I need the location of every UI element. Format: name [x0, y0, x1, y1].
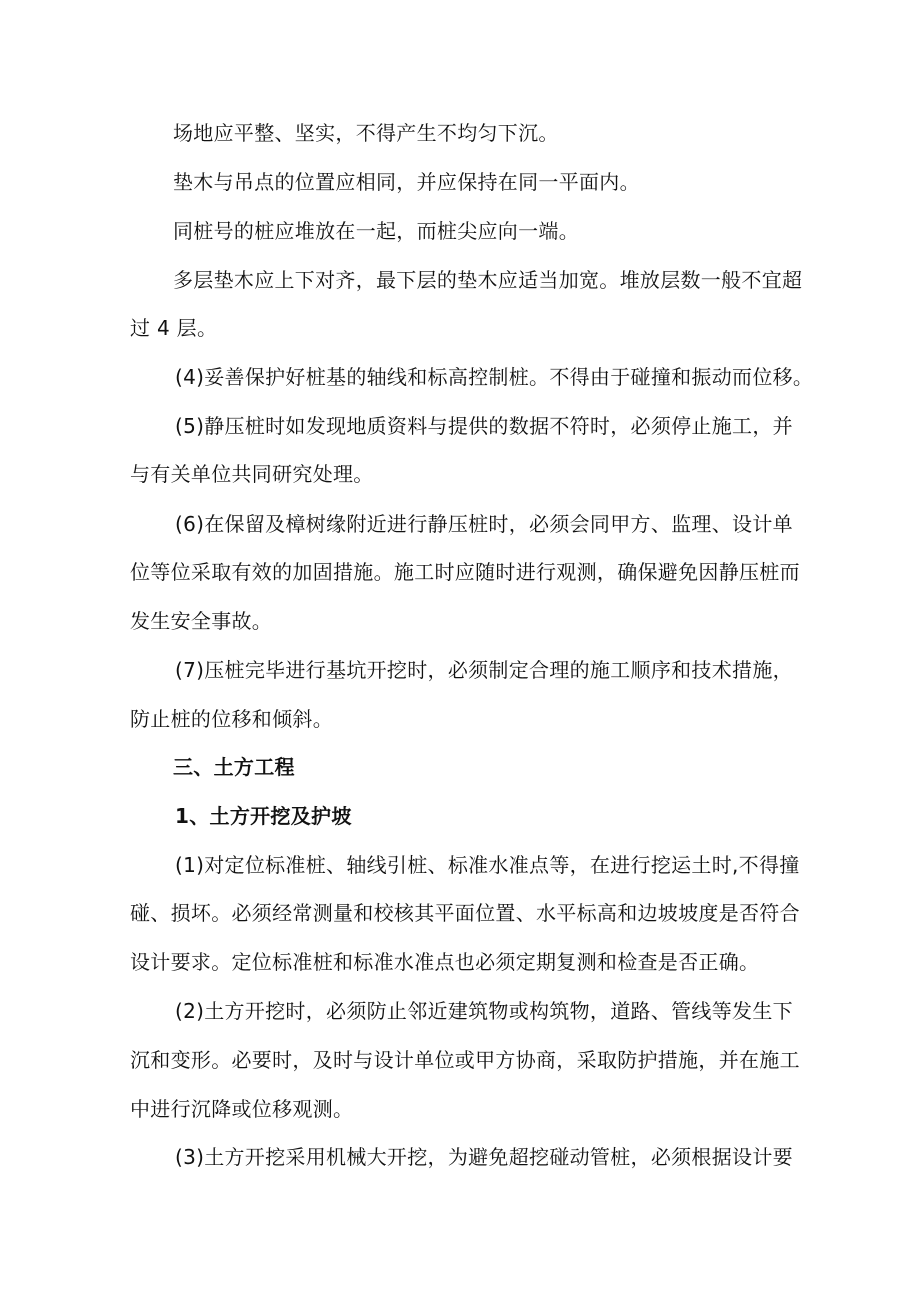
text-line: 过 4 层。	[130, 316, 218, 340]
text-line: 与有关单位共同研究处理。	[130, 462, 374, 486]
text-line: 防止桩的位移和倾斜。	[130, 707, 333, 731]
text-line: 发生安全事故。	[130, 609, 273, 633]
text-line: 同桩号的桩应堆放在一起，而桩尖应向一端。	[173, 219, 579, 243]
section-heading: 三、土方工程	[173, 755, 295, 779]
text-line: 中进行沉降或位移观测。	[130, 1097, 354, 1121]
text-line: 沉和变形。必要时，及时与设计单位或甲方协商，采取防护措施，并在施工	[130, 1048, 800, 1072]
text-line: (4)妥善保护好桩基的轴线和标高控制桩。不得由于碰撞和振动而位移。	[175, 365, 814, 389]
subsection-heading: 1、土方开挖及护坡	[175, 804, 352, 828]
text-line: (2)土方开挖时，必须防止邻近建筑物或构筑物，道路、管线等发生下	[175, 999, 793, 1023]
text-line: 多层垫木应上下对齐，最下层的垫木应适当加宽。堆放层数一般不宜超	[173, 268, 803, 292]
text-line: (7)压桩完毕进行基坑开挖时，必须制定合理的施工顺序和技术措施，	[175, 658, 793, 682]
text-line: 场地应平整、坚实，不得产生不均匀下沉。	[173, 121, 559, 145]
text-line: (5)静压桩时如发现地质资料与提供的数据不符时，必须停止施工，并	[175, 414, 793, 438]
text-line: 位等位采取有效的加固措施。施工时应随时进行观测，确保避免因静压桩而	[130, 560, 800, 584]
text-line: (3)土方开挖采用机械大开挖，为避免超挖碰动管桩，必须根据设计要	[175, 1145, 793, 1169]
text-line: (1)对定位标准桩、轴线引桩、标准水准点等，在进行挖运土时,不得撞	[175, 853, 800, 877]
text-line: 垫木与吊点的位置应相同，并应保持在同一平面内。	[173, 170, 640, 194]
text-line: (6)在保留及樟树缘附近进行静压桩时，必须会同甲方、监理、设计单	[175, 512, 793, 536]
text-line: 设计要求。定位标准桩和标准水准点也必须定期复测和检查是否正确。	[130, 950, 760, 974]
text-line: 碰、损坏。必须经常测量和校核其平面位置、水平标高和边坡坡度是否符合	[130, 901, 800, 925]
